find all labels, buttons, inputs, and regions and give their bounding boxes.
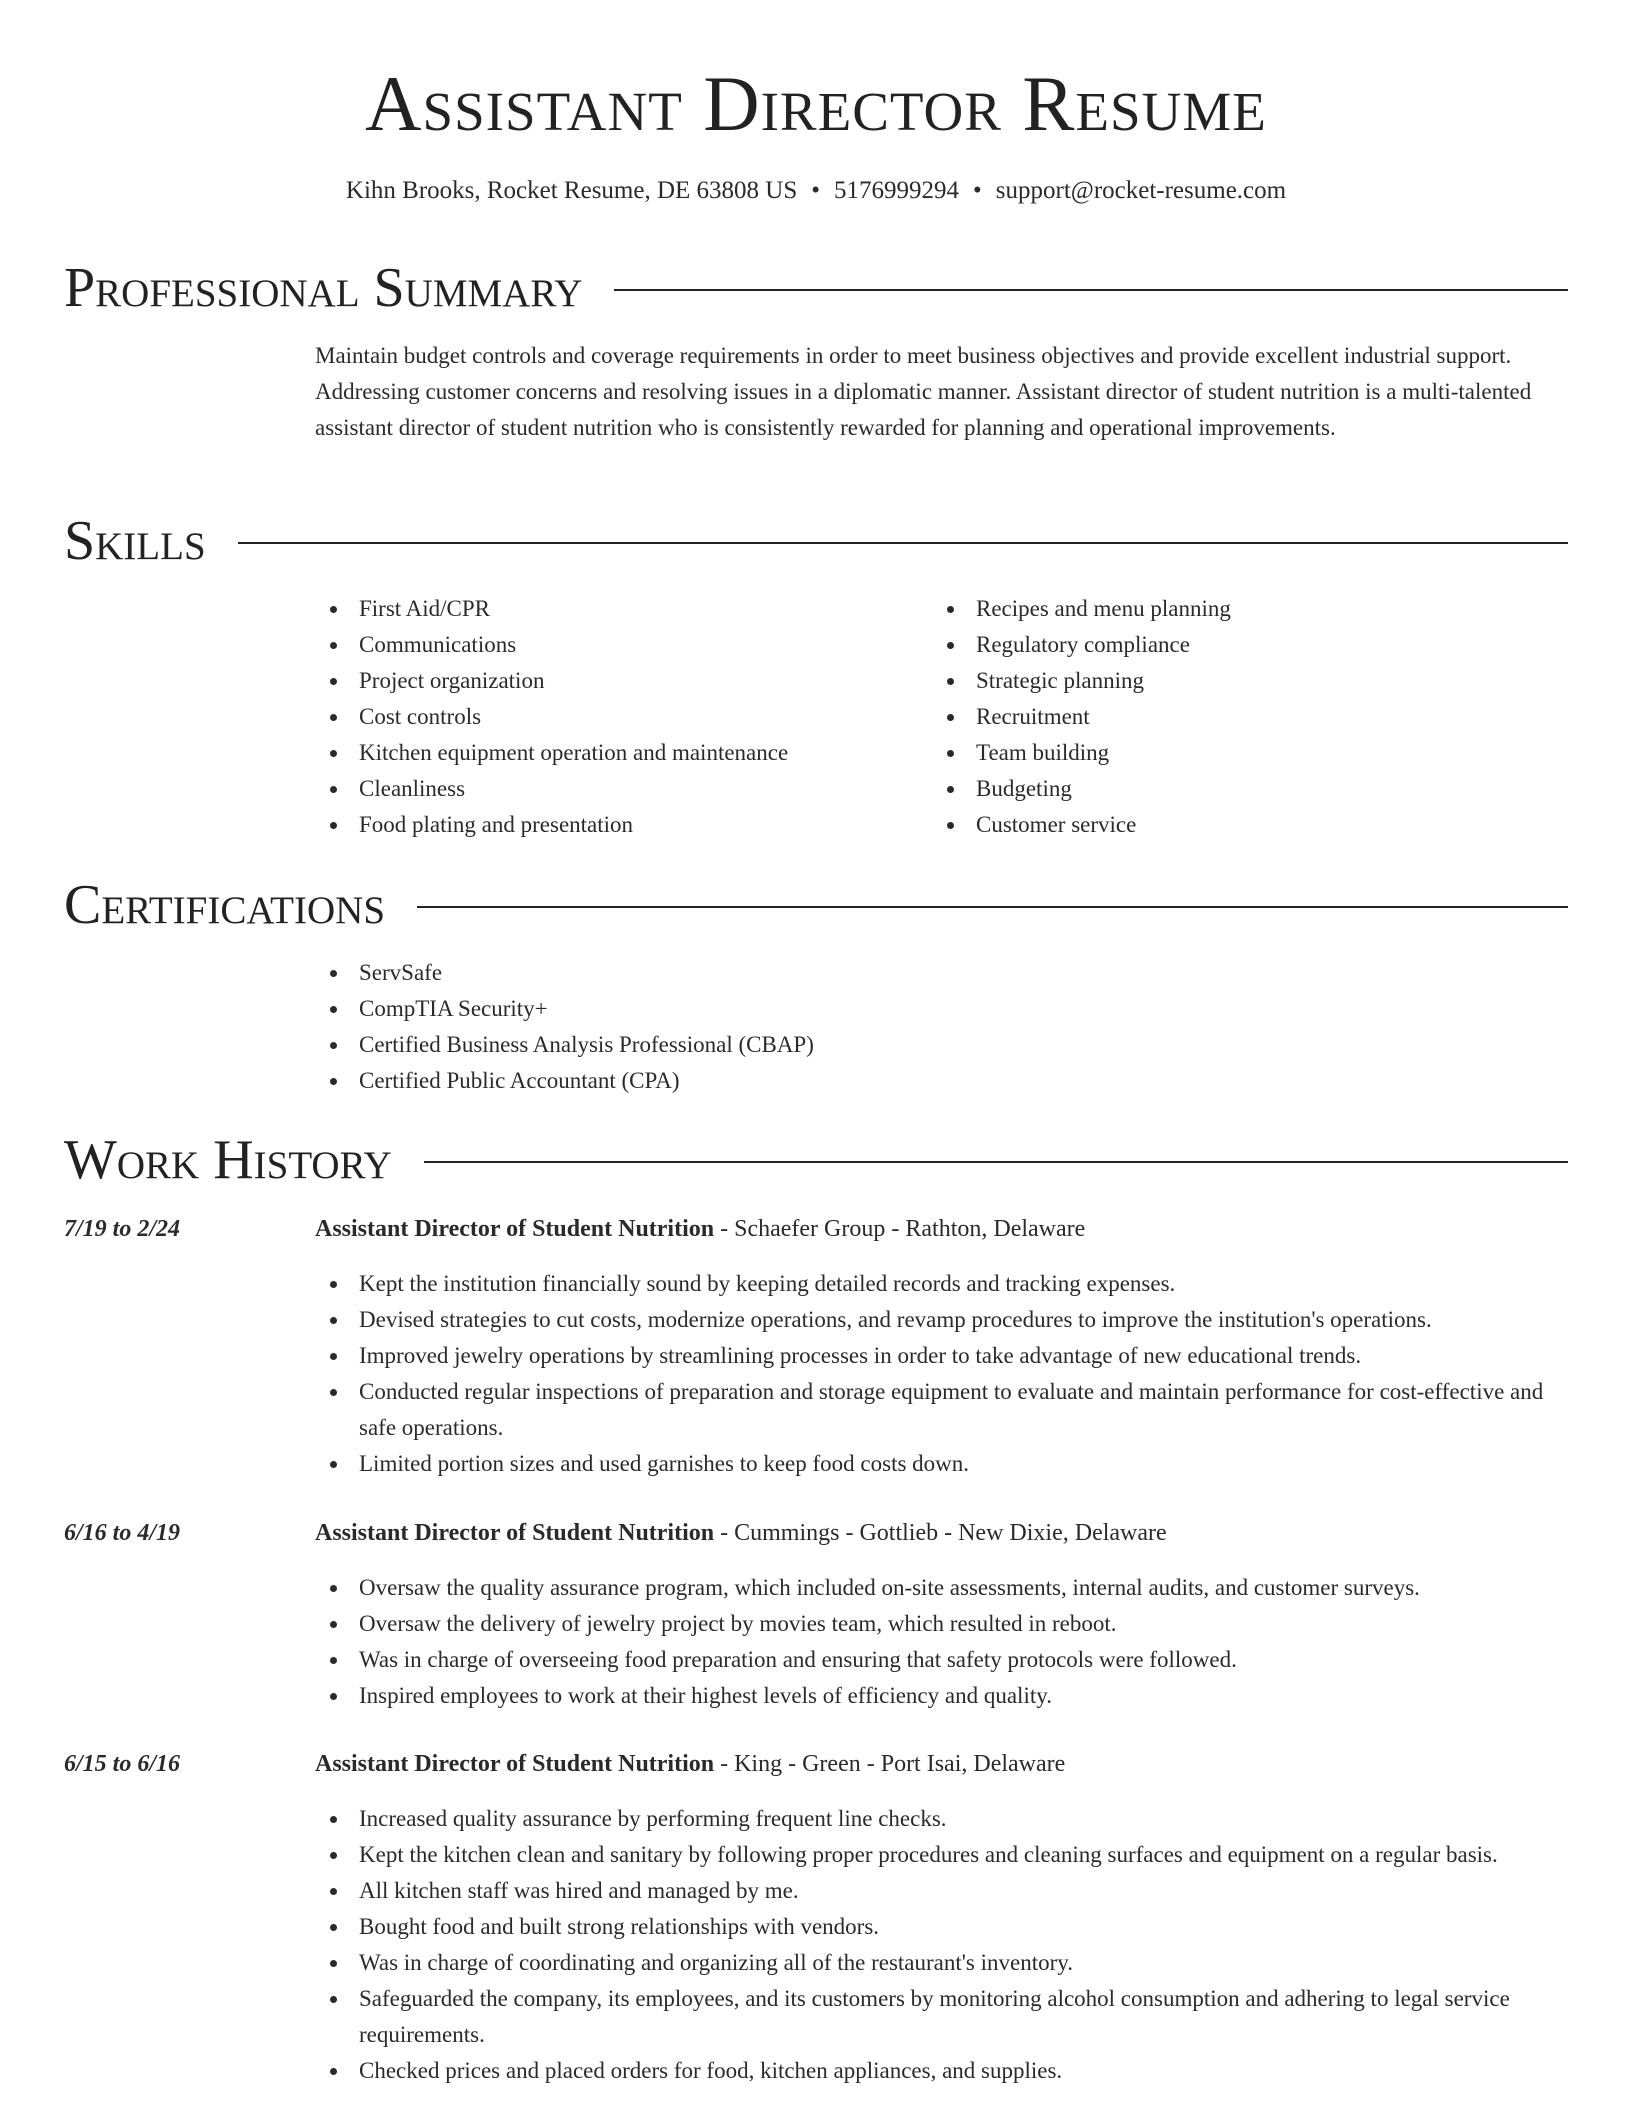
job-employer: - Cummings - Gottlieb - New Dixie, Delaware bbox=[714, 1520, 1167, 1546]
skills-list-right bbox=[932, 591, 1552, 843]
skill-item: Cost controls bbox=[315, 699, 915, 735]
skill-item: Team building bbox=[932, 735, 1552, 771]
separator-dot: • bbox=[973, 177, 982, 204]
certification-item: CompTIA Security+ bbox=[315, 991, 1565, 1027]
job-bullet-item: Bought food and built strong relationships with vendors. bbox=[315, 1909, 1568, 1945]
section-rule bbox=[424, 1161, 1568, 1163]
skill-item: Budgeting bbox=[932, 771, 1552, 807]
job-heading bbox=[315, 1515, 1568, 1551]
contact-line bbox=[0, 174, 1632, 208]
contact-phone: 5176999294 bbox=[834, 177, 960, 204]
job-bullet-item: Oversaw the quality assurance program, which included on-site assessments, internal audits, and customer surveys. bbox=[315, 1570, 1568, 1606]
section-title-work-history: Work History bbox=[64, 1129, 392, 1191]
section-title-skills: Skills bbox=[64, 510, 206, 572]
job-bullet-item: Safeguarded the company, its employees, and its customers by monitoring alcohol consumption and adhering to legal service requirements. bbox=[315, 1981, 1568, 2053]
resume-title: Assistant Director Resume bbox=[365, 60, 1267, 147]
job-bullet-item: Checked prices and placed orders for food, kitchen appliances, and supplies. bbox=[315, 2053, 1568, 2089]
job-bullet-item: Kept the institution financially sound by keeping detailed records and tracking expenses. bbox=[315, 1266, 1568, 1302]
skill-item: Kitchen equipment operation and maintenance bbox=[315, 735, 915, 771]
job-bullet-item: Was in charge of overseeing food preparation and ensuring that safety protocols were followed. bbox=[315, 1642, 1568, 1678]
job-dates: 7/19 to 2/24 bbox=[64, 1216, 181, 1242]
job-bullet-item: Inspired employees to work at their highest levels of efficiency and quality. bbox=[315, 1678, 1568, 1714]
section-header-certifications bbox=[64, 873, 1568, 937]
section-header-work-history bbox=[64, 1128, 1568, 1192]
job-employer: - King - Green - Port Isai, Delaware bbox=[714, 1751, 1066, 1777]
job-bullet-list bbox=[315, 1801, 1568, 2089]
section-rule bbox=[417, 906, 1568, 908]
job-title: Assistant Director of Student Nutrition bbox=[315, 1520, 715, 1546]
section-header-skills bbox=[64, 509, 1568, 573]
certification-item: Certified Business Analysis Professional (CBAP) bbox=[315, 1027, 1565, 1063]
job-bullet-item: Kept the kitchen clean and sanitary by following proper procedures and cleaning surfaces and equipment on a regular basis. bbox=[315, 1837, 1568, 1873]
job-bullet-item: Devised strategies to cut costs, modernize operations, and revamp procedures to improve the institution's operations. bbox=[315, 1302, 1568, 1338]
skill-item: Regulatory compliance bbox=[932, 627, 1552, 663]
job-heading bbox=[315, 1211, 1568, 1247]
job-bullet-item: Improved jewelry operations by streamlining processes in order to take advantage of new educational trends. bbox=[315, 1338, 1568, 1374]
job-bullet-item: Conducted regular inspections of preparation and storage equipment to evaluate and maintain performance for cost-effective and safe operations. bbox=[315, 1374, 1568, 1446]
summary-text: Maintain budget controls and coverage requirements in order to meet business objectives and provide excellent industrial support. Addressing customer concerns and resolving issues in a diplomatic manner. Assistant director of student nutrition is a multi-talented assistant director of student nutrition who is consistently rewarded for planning and operational improvements. bbox=[315, 343, 1532, 440]
job-bullet-item: Was in charge of coordinating and organizing all of the restaurant's inventory. bbox=[315, 1945, 1568, 1981]
job-title: Assistant Director of Student Nutrition bbox=[315, 1216, 715, 1242]
job-dates: 6/16 to 4/19 bbox=[64, 1520, 181, 1546]
skill-item: Strategic planning bbox=[932, 663, 1552, 699]
skill-item: Project organization bbox=[315, 663, 915, 699]
section-rule bbox=[238, 542, 1568, 544]
skill-item: First Aid/CPR bbox=[315, 591, 915, 627]
skills-list-left bbox=[315, 591, 915, 843]
skill-item: Recipes and menu planning bbox=[932, 591, 1552, 627]
job-title: Assistant Director of Student Nutrition bbox=[315, 1751, 715, 1777]
section-title-certifications: Certifications bbox=[64, 874, 386, 936]
section-title-summary: Professional Summary bbox=[64, 257, 583, 319]
job-dates: 6/15 to 6/16 bbox=[64, 1751, 181, 1777]
job-bullet-item: Increased quality assurance by performing frequent line checks. bbox=[315, 1801, 1568, 1837]
certification-item: ServSafe bbox=[315, 955, 1565, 991]
section-header-summary bbox=[64, 256, 1568, 320]
contact-email: support@rocket-resume.com bbox=[995, 177, 1287, 204]
skill-item: Cleanliness bbox=[315, 771, 915, 807]
certification-item: Certified Public Accountant (CPA) bbox=[315, 1063, 1565, 1099]
section-rule bbox=[614, 289, 1568, 291]
skill-item: Customer service bbox=[932, 807, 1552, 843]
job-bullet-item: Oversaw the delivery of jewelry project by movies team, which resulted in reboot. bbox=[315, 1606, 1568, 1642]
skill-item: Food plating and presentation bbox=[315, 807, 915, 843]
job-bullet-list bbox=[315, 1570, 1568, 1714]
skill-item: Recruitment bbox=[932, 699, 1552, 735]
job-bullet-item: All kitchen staff was hired and managed by me. bbox=[315, 1873, 1568, 1909]
job-heading bbox=[315, 1746, 1568, 1782]
skill-item: Communications bbox=[315, 627, 915, 663]
job-employer: - Schaefer Group - Rathton, Delaware bbox=[714, 1216, 1086, 1242]
job-bullet-item: Limited portion sizes and used garnishes to keep food costs down. bbox=[315, 1446, 1568, 1482]
contact-address: Kihn Brooks, Rocket Resume, DE 63808 US bbox=[345, 177, 798, 204]
certifications-list bbox=[315, 955, 1565, 1099]
separator-dot: • bbox=[811, 177, 821, 204]
job-bullet-list bbox=[315, 1266, 1568, 1482]
